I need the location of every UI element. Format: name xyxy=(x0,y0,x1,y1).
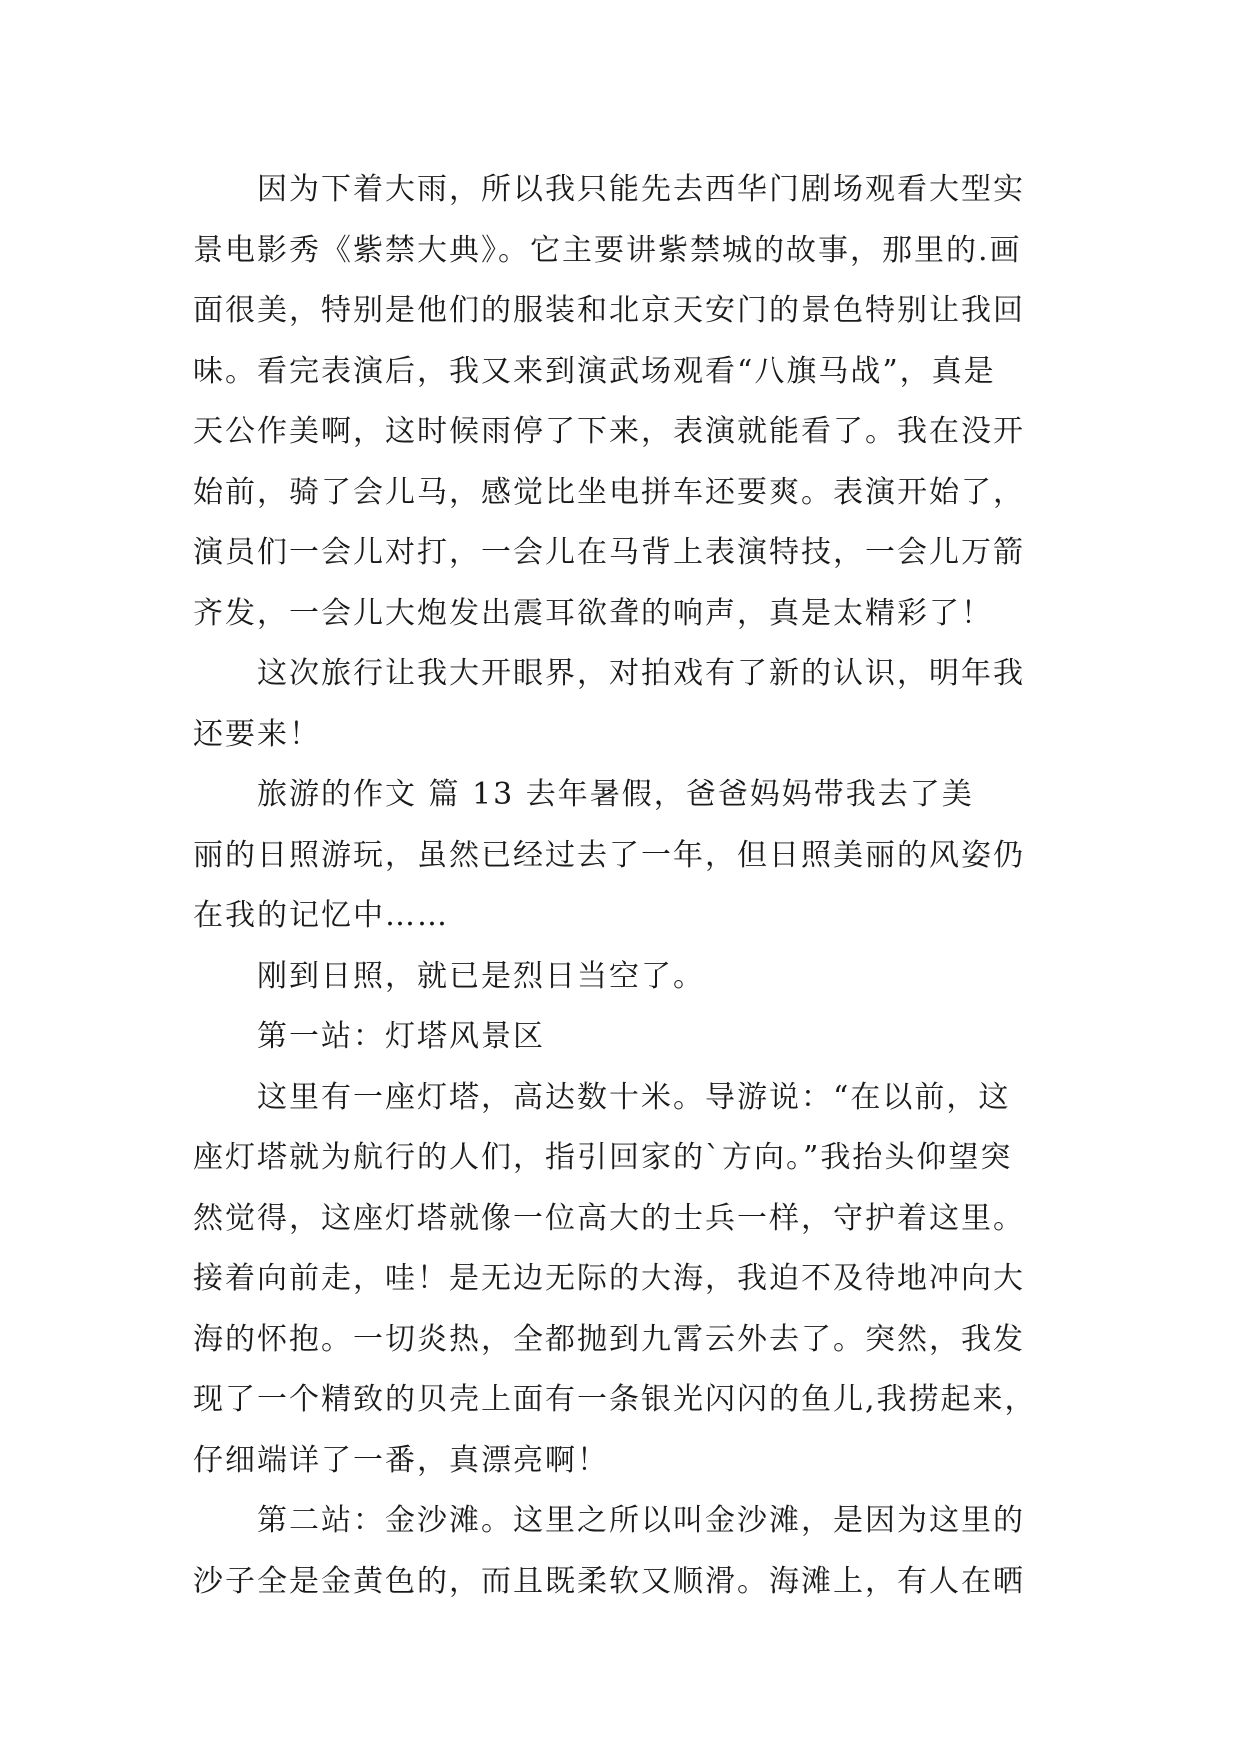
paragraph-line: 丽的日照游玩，虽然已经过去了一年，但日照美丽的风姿仍 xyxy=(193,837,1025,873)
paragraph-line: 在我的记忆中…… xyxy=(193,898,449,933)
paragraph-line: 始前，骑了会儿马，感觉比坐电拼车还要爽。表演开始了， xyxy=(193,474,1025,510)
paragraph-line: 现了一个精致的贝壳上面有一条银光闪闪的鱼儿,我捞起来， xyxy=(193,1382,1037,1417)
paragraph-line: 演员们一会儿对打，一会儿在马背上表演特技，一会儿万箭 xyxy=(193,535,1025,570)
paragraph-line: 接着向前走，哇！是无边无际的大海，我迫不及待地冲向大 xyxy=(193,1261,1025,1296)
paragraph-line: 沙子全是金黄色的，而且既柔软又顺滑。海滩上，有人在晒 xyxy=(193,1563,1025,1599)
paragraph-line: 天公作美啊，这时候雨停了下来，表演就能看了。我在没开 xyxy=(193,414,1025,449)
paragraph-first-line: 这次旅行让我大开眼界，对拍戏有了新的认识，明年我 xyxy=(257,656,1025,691)
paragraph-line: 仔细端详了一番，真漂亮啊！ xyxy=(193,1442,609,1478)
paragraph-line: 味。看完表演后，我又来到演武场观看“八旗马战”，真是 xyxy=(193,353,996,389)
paragraph-line: 景电影秀《紫禁大典》。它主要讲紫禁城的故事，那里的.画 xyxy=(193,232,1022,268)
paragraph-first-line: 刚到日照，就已是烈日当空了。 xyxy=(257,958,705,994)
paragraph-line: 还要来！ xyxy=(193,716,321,752)
paragraph-first-line: 第二站：金沙滩。这里之所以叫金沙滩，是因为这里的 xyxy=(257,1503,1025,1538)
paragraph-line: 然觉得，这座灯塔就像一位高大的士兵一样，守护着这里。 xyxy=(193,1200,1025,1236)
paragraph-line: 座灯塔就为航行的人们，指引回家的`方向。”我抬头仰望突 xyxy=(193,1140,1013,1175)
paragraph-first-line: 因为下着大雨，所以我只能先去西华门剧场观看大型实 xyxy=(257,172,1025,207)
paragraph-line: 海的怀抱。一切炎热，全都抛到九霄云外去了。突然，我发 xyxy=(193,1321,1025,1357)
paragraph-line: 齐发，一会儿大炮发出震耳欲聋的响声，真是太精彩了！ xyxy=(193,595,993,631)
paragraph-first-line: 第一站：灯塔风景区 xyxy=(257,1019,545,1054)
essay-body xyxy=(193,160,1073,1612)
paragraph-first-line: 这里有一座灯塔，高达数十米。导游说：“在以前，这 xyxy=(257,1079,1011,1115)
paragraph-first-line: 旅游的作文 篇 13 去年暑假，爸爸妈妈带我去了美 xyxy=(257,777,974,812)
paragraph-line: 面很美，特别是他们的服装和北京天安门的景色特别让我回 xyxy=(193,293,1025,328)
